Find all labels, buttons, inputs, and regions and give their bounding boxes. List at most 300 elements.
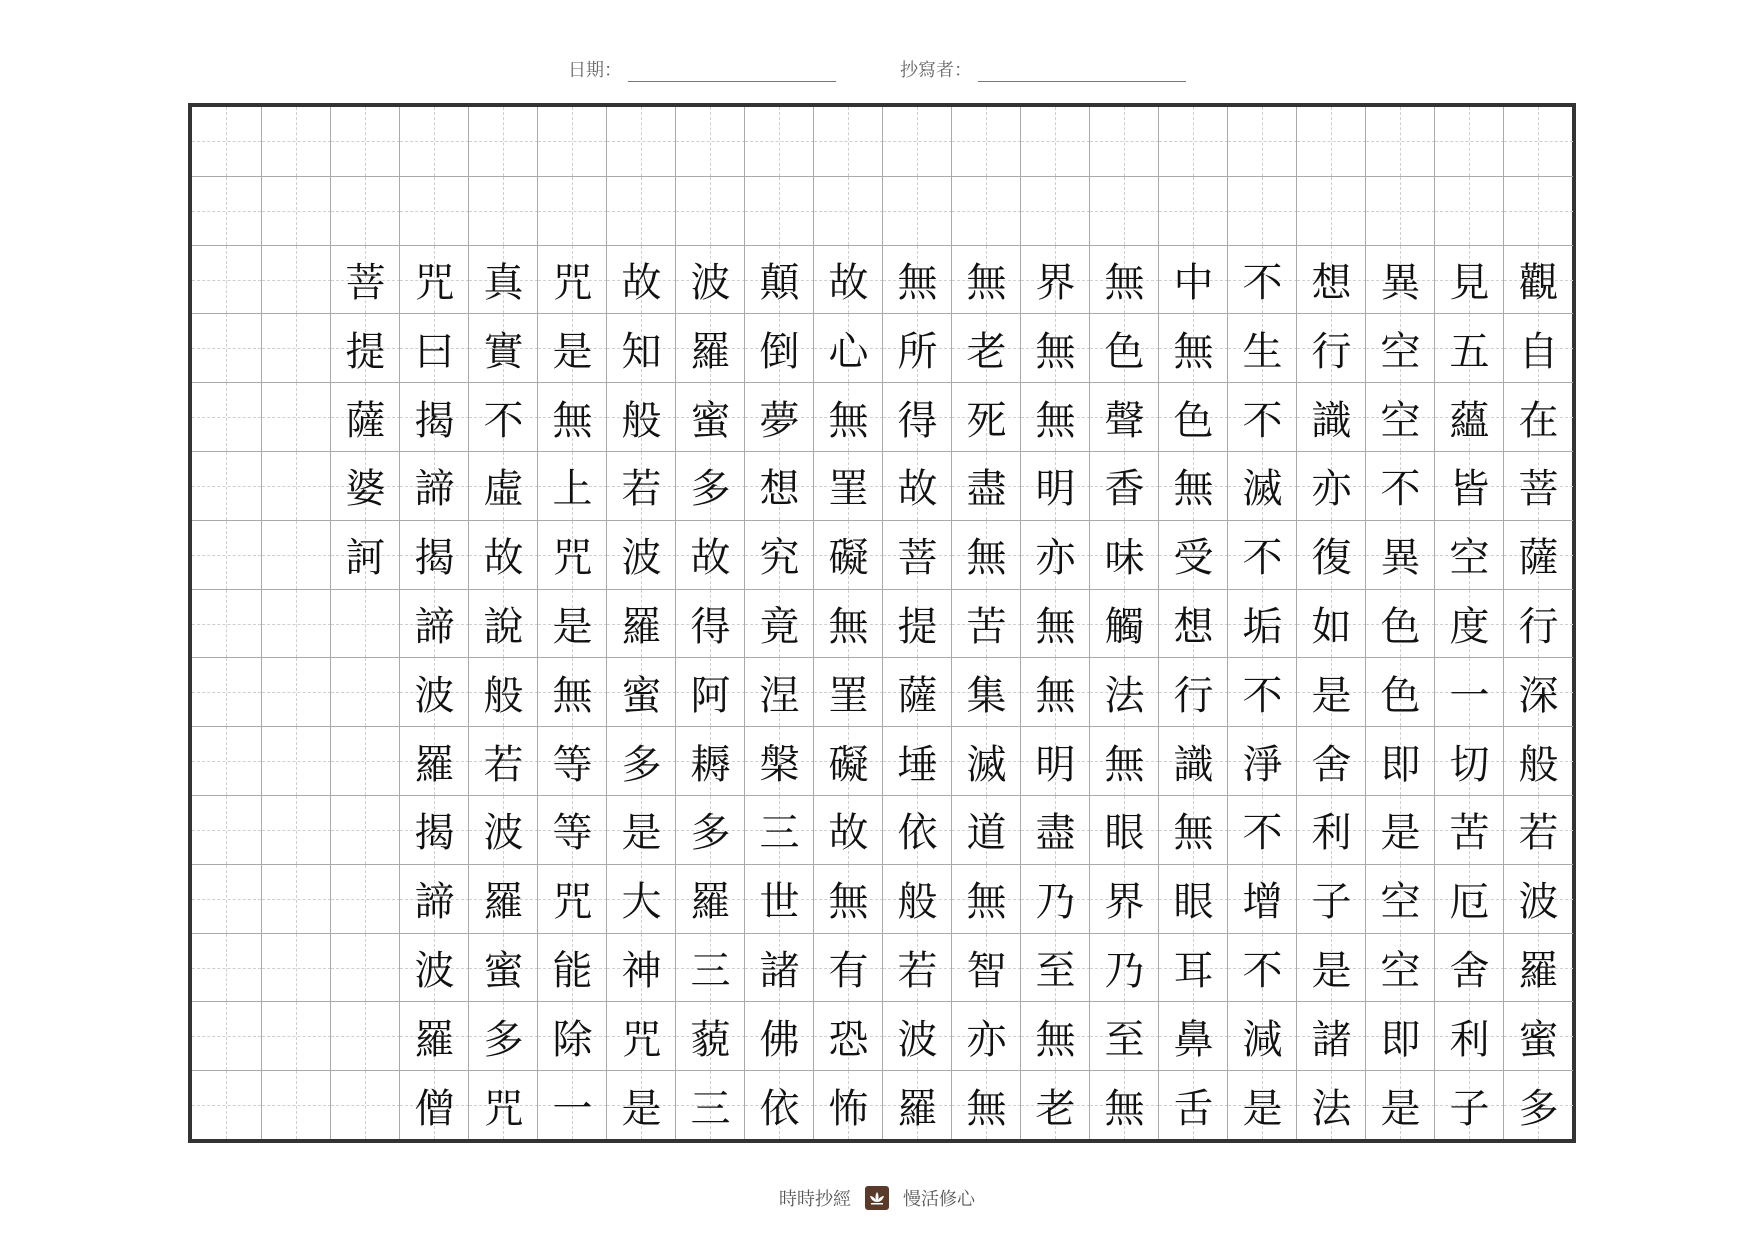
grid-cell [607,726,676,795]
grid-character: 舍 [1449,947,1490,994]
grid-character: 神 [621,947,662,994]
grid-cell [814,589,883,658]
grid-character: 薩 [345,397,386,444]
grid-character: 蜜 [621,672,662,719]
grid-cell [952,726,1021,795]
grid-character: 乃 [1104,947,1145,994]
grid-character: 法 [1311,1085,1352,1132]
grid-character: 聲 [1104,397,1145,444]
grid-cell [952,451,1021,520]
grid-cell [1228,933,1297,1002]
grid-cell [1228,451,1297,520]
grid-character: 界 [1035,259,1076,306]
grid-cell [883,726,952,795]
grid-cell [400,245,469,314]
grid-cell [331,245,400,314]
grid-character: 無 [1035,397,1076,444]
grid-cell [469,382,538,451]
grid-cell [262,657,331,726]
grid-cell [1228,1070,1297,1139]
grid-cell [607,1070,676,1139]
grid-character: 異 [1380,259,1421,306]
grid-character: 鼻 [1173,1016,1214,1063]
grid-character: 生 [1242,328,1283,375]
grid-character: 觀 [1518,259,1559,306]
grid-character: 究 [759,535,800,582]
grid-character: 受 [1173,535,1214,582]
grid-cell [1228,520,1297,589]
grid-cell [192,176,261,245]
grid-character: 香 [1104,466,1145,513]
grid-cell [331,589,400,658]
grid-cell [469,589,538,658]
grid-character: 無 [1173,810,1214,857]
grid-character: 識 [1173,741,1214,788]
grid-cell [1366,933,1435,1002]
grid-cell [1504,1001,1573,1070]
grid-column [606,107,675,1139]
grid-column [1020,107,1089,1139]
grid-cell [814,451,883,520]
grid-cell [814,864,883,933]
grid-column [1365,107,1434,1139]
grid-cell [1159,589,1228,658]
grid-character: 礙 [828,741,869,788]
grid-character: 苦 [966,603,1007,650]
grid-character: 無 [1173,328,1214,375]
grid-cell [1228,726,1297,795]
grid-character: 空 [1380,328,1421,375]
grid-cell [745,1001,814,1070]
grid-character: 蜜 [1518,1016,1559,1063]
grid-cell [1297,382,1366,451]
grid-cell [1297,451,1366,520]
grid-cell [400,451,469,520]
grid-cell [676,657,745,726]
grid-character: 無 [828,879,869,926]
grid-cell [883,451,952,520]
grid-character: 是 [1242,1085,1283,1132]
grid-cell [745,451,814,520]
grid-cell [400,726,469,795]
grid-cell [883,520,952,589]
grid-cell [607,451,676,520]
grid-cell [1021,107,1090,176]
grid-character: 不 [483,397,524,444]
grid-character: 是 [552,603,593,650]
grid-character: 所 [897,328,938,375]
grid-cell [1297,864,1366,933]
grid-cell [192,933,261,1002]
grid-character: 故 [690,535,731,582]
grid-cell [607,313,676,382]
grid-cell [192,107,261,176]
grid-character: 不 [1242,535,1283,582]
grid-cell [331,451,400,520]
grid-character: 諸 [1311,1016,1352,1063]
grid-cell [1297,1001,1366,1070]
grid-character: 無 [1035,328,1076,375]
grid-column [537,107,606,1139]
grid-cell [607,176,676,245]
copyist-line [978,59,1186,82]
grid-cell [814,657,883,726]
grid-cell [1504,933,1573,1002]
grid-character: 咒 [414,259,455,306]
grid-cell [1435,933,1504,1002]
grid-cell [400,176,469,245]
grid-character: 皆 [1449,466,1490,513]
grid-character: 無 [966,259,1007,306]
grid-cell [745,657,814,726]
grid-character: 故 [828,259,869,306]
grid-column [1503,107,1572,1139]
grid-character: 無 [966,535,1007,582]
grid-character: 明 [1035,741,1076,788]
grid-cell [883,933,952,1002]
grid-cell [1366,382,1435,451]
grid-cell [745,245,814,314]
grid-character: 觸 [1104,603,1145,650]
grid-character: 諦 [414,879,455,926]
grid-character: 是 [1380,810,1421,857]
grid-cell [676,520,745,589]
grid-column [1158,107,1227,1139]
footer-right-text: 慢活修心 [903,1189,975,1210]
character-grid [192,107,1572,1139]
grid-cell [745,589,814,658]
grid-cell [676,864,745,933]
grid-cell [192,245,261,314]
grid-character: 能 [552,947,593,994]
grid-cell [1366,313,1435,382]
grid-cell [1366,451,1435,520]
grid-cell [192,451,261,520]
grid-character: 至 [1104,1016,1145,1063]
grid-cell [1366,726,1435,795]
grid-character: 揭 [414,810,455,857]
grid-character: 增 [1242,879,1283,926]
grid-cell [1504,864,1573,933]
grid-cell [607,864,676,933]
grid-character: 是 [1311,672,1352,719]
grid-character: 復 [1311,535,1352,582]
grid-cell [1504,589,1573,658]
grid-cell [331,1001,400,1070]
grid-character: 羅 [621,603,662,650]
grid-cell [192,726,261,795]
grid-cell [1159,176,1228,245]
grid-cell [1297,657,1366,726]
grid-cell [1435,107,1504,176]
grid-cell [1435,451,1504,520]
grid-cell [1090,1070,1159,1139]
grid-cell [331,382,400,451]
grid-cell [400,520,469,589]
copyist-field [900,52,1186,82]
grid-character: 世 [759,879,800,926]
grid-cell [1159,1070,1228,1139]
grid-cell [1297,1070,1366,1139]
grid-character: 中 [1173,259,1214,306]
grid-cell [1021,657,1090,726]
grid-character: 無 [966,879,1007,926]
grid-cell [538,657,607,726]
grid-cell [1159,795,1228,864]
grid-character: 知 [621,328,662,375]
grid-character: 若 [483,741,524,788]
grid-cell [1159,107,1228,176]
grid-character: 至 [1035,947,1076,994]
grid-cell [607,795,676,864]
grid-character: 得 [897,397,938,444]
grid-cell [1090,520,1159,589]
grid-cell [1021,589,1090,658]
grid-character: 盡 [966,466,1007,513]
grid-cell [814,795,883,864]
grid-character: 三 [690,1085,731,1132]
grid-cell [1021,726,1090,795]
grid-character: 倒 [759,328,800,375]
copyist-label: 抄寫者： [900,60,972,81]
grid-character: 色 [1104,328,1145,375]
grid-character: 罣 [828,466,869,513]
grid-column [330,107,399,1139]
grid-cell [952,1070,1021,1139]
grid-cell [262,245,331,314]
grid-cell [192,864,261,933]
grid-character: 乃 [1035,879,1076,926]
grid-cell [1504,451,1573,520]
grid-cell [192,520,261,589]
grid-cell [1159,933,1228,1002]
grid-cell [400,1001,469,1070]
grid-cell [952,864,1021,933]
grid-cell [745,176,814,245]
grid-character: 多 [690,466,731,513]
grid-character: 空 [1380,397,1421,444]
grid-cell [1366,245,1435,314]
grid-cell [1366,657,1435,726]
grid-cell [1504,1070,1573,1139]
grid-cell [1297,933,1366,1002]
grid-cell [1021,795,1090,864]
grid-character: 羅 [690,328,731,375]
grid-cell [1297,313,1366,382]
grid-character: 不 [1380,466,1421,513]
grid-cell [607,933,676,1002]
grid-character: 行 [1173,672,1214,719]
grid-cell [1090,657,1159,726]
grid-character: 智 [966,947,1007,994]
grid-character: 真 [483,259,524,306]
grid-character: 波 [414,947,455,994]
grid-character: 利 [1449,1016,1490,1063]
grid-cell [1504,726,1573,795]
grid-cell [1435,864,1504,933]
date-line [628,59,836,82]
grid-cell [1366,520,1435,589]
grid-character: 婆 [345,466,386,513]
grid-character: 薩 [1518,535,1559,582]
grid-cell [262,520,331,589]
grid-cell [814,382,883,451]
grid-cell [262,451,331,520]
grid-cell [469,1070,538,1139]
grid-character: 不 [1242,672,1283,719]
grid-character: 是 [621,810,662,857]
grid-cell [469,864,538,933]
meta-header [0,52,1754,82]
grid-cell [1366,795,1435,864]
grid-cell [1159,451,1228,520]
grid-cell [469,313,538,382]
grid-character: 諸 [759,947,800,994]
grid-character: 識 [1311,397,1352,444]
grid-character: 波 [690,259,731,306]
grid-cell [1021,313,1090,382]
grid-cell [1366,1070,1435,1139]
grid-character: 無 [1035,672,1076,719]
grid-character: 想 [1173,603,1214,650]
grid-cell [814,726,883,795]
grid-character: 一 [1449,672,1490,719]
grid-cell [1159,864,1228,933]
grid-character: 無 [1173,466,1214,513]
grid-cell [883,1070,952,1139]
grid-cell [1504,313,1573,382]
grid-cell [883,382,952,451]
grid-character: 垢 [1242,603,1283,650]
grid-character: 咒 [621,1016,662,1063]
grid-cell [400,107,469,176]
grid-cell [745,1070,814,1139]
grid-character: 耳 [1173,947,1214,994]
grid-cell [745,795,814,864]
grid-character: 依 [759,1085,800,1132]
grid-cell [607,382,676,451]
grid-cell [745,864,814,933]
grid-cell [1090,933,1159,1002]
grid-character: 耨 [690,741,731,788]
grid-cell [469,1001,538,1070]
grid-character: 切 [1449,741,1490,788]
grid-cell [952,313,1021,382]
grid-cell [262,382,331,451]
grid-cell [1090,451,1159,520]
grid-character: 蜜 [690,397,731,444]
grid-character: 等 [552,810,593,857]
grid-character: 色 [1380,672,1421,719]
grid-character: 子 [1449,1085,1490,1132]
grid-cell [745,726,814,795]
grid-character: 阿 [690,672,731,719]
grid-cell [1090,589,1159,658]
grid-character: 除 [552,1016,593,1063]
grid-character: 虛 [483,466,524,513]
grid-character: 行 [1311,328,1352,375]
grid-character: 罣 [828,672,869,719]
grid-character: 法 [1104,672,1145,719]
grid-character: 老 [966,328,1007,375]
grid-cell [883,176,952,245]
grid-cell [1090,864,1159,933]
grid-cell [1435,176,1504,245]
footer [0,1184,1754,1212]
grid-character: 般 [483,672,524,719]
grid-cell [469,451,538,520]
grid-character: 心 [828,328,869,375]
grid-character: 般 [1518,741,1559,788]
grid-cell [745,933,814,1002]
grid-cell [262,726,331,795]
grid-cell [883,864,952,933]
grid-character: 若 [621,466,662,513]
grid-cell [1228,107,1297,176]
grid-character: 有 [828,947,869,994]
grid-column [1296,107,1365,1139]
grid-cell [331,176,400,245]
grid-character: 亦 [966,1016,1007,1063]
grid-character: 礙 [828,535,869,582]
grid-character: 舍 [1311,741,1352,788]
grid-cell [262,176,331,245]
grid-character: 多 [690,810,731,857]
grid-cell [1504,795,1573,864]
grid-cell [469,520,538,589]
grid-cell [538,107,607,176]
grid-cell [814,245,883,314]
grid-column [399,107,468,1139]
grid-character: 度 [1449,603,1490,650]
grid-cell [676,1070,745,1139]
grid-character: 槃 [759,741,800,788]
grid-cell [814,933,883,1002]
grid-cell [745,313,814,382]
grid-cell [331,795,400,864]
date-label: 日期： [568,60,622,81]
grid-character: 舌 [1173,1085,1214,1132]
grid-cell [262,864,331,933]
grid-character: 故 [621,259,662,306]
grid-cell [814,520,883,589]
grid-cell [607,657,676,726]
grid-cell [1435,245,1504,314]
grid-cell [192,657,261,726]
grid-character: 是 [1311,947,1352,994]
grid-character: 亦 [1035,535,1076,582]
grid-cell [1159,657,1228,726]
grid-character: 無 [897,259,938,306]
grid-character: 說 [483,603,524,650]
grid-character: 波 [621,535,662,582]
grid-cell [883,657,952,726]
grid-cell [1021,245,1090,314]
grid-cell [676,1001,745,1070]
grid-cell [1159,245,1228,314]
grid-character: 無 [1035,603,1076,650]
grid-cell [1504,176,1573,245]
grid-cell [331,520,400,589]
grid-cell [262,107,331,176]
grid-column [1089,107,1158,1139]
grid-cell [538,864,607,933]
grid-cell [952,933,1021,1002]
grid-cell [1435,657,1504,726]
grid-cell [1159,382,1228,451]
grid-character: 空 [1380,879,1421,926]
grid-character: 眼 [1104,810,1145,857]
